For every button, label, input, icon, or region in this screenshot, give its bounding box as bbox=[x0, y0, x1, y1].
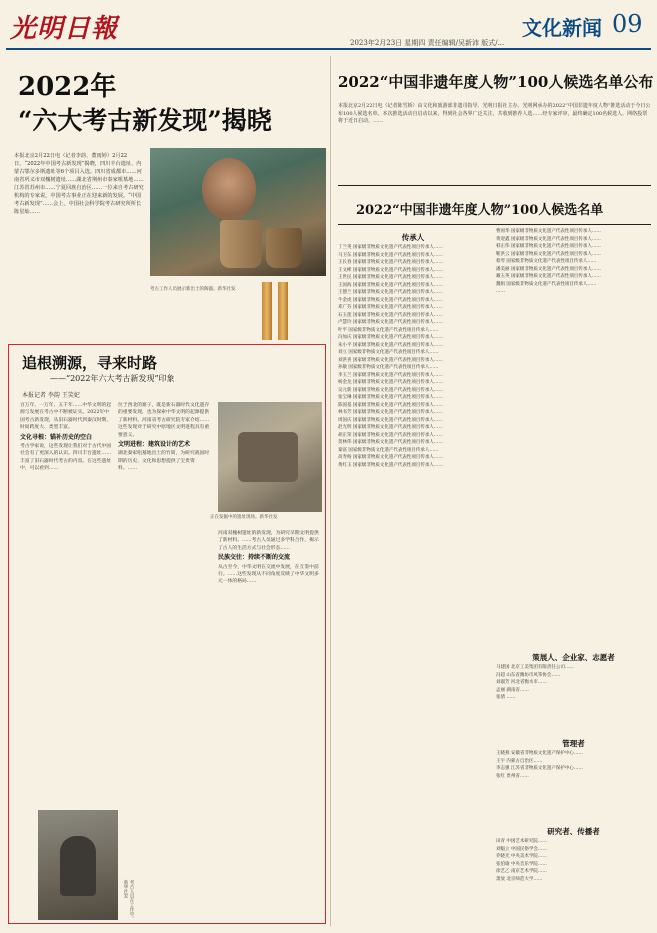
newspaper-logo: 光明日報 bbox=[10, 14, 119, 44]
candidate-list: 马建国 北京工美集团有限责任公司…… 冯超 山东省潍坊市风筝协会…… 刘淑芳 河北省衡水市…… 孟丽 湖南省…… 张倩 …… bbox=[496, 665, 574, 700]
category-heading: 传承人 bbox=[401, 233, 425, 242]
archaeologist-photo bbox=[150, 148, 326, 276]
feature-subtitle: ——“2022年六大考古新发现”印象 bbox=[50, 374, 175, 383]
feature-title: 追根溯源，寻来时路 bbox=[22, 354, 158, 372]
excavation-pit bbox=[238, 432, 298, 482]
column-divider bbox=[330, 56, 331, 926]
header-rule bbox=[6, 48, 651, 50]
feature-column-1 bbox=[20, 402, 112, 802]
feature-column-3 bbox=[218, 530, 320, 830]
date-line: 2023年2月23日 星期四 责任编辑/吴新沛 版式/... bbox=[350, 39, 505, 47]
right-headline: 2022“中国非遗年度人物”100人候选名单公布 bbox=[338, 73, 654, 91]
feature-paragraph: 考古学家说，这些发现让我们对于古代中国社会有了更深入的认识。四川丰台遗址……丰富了旧石器时代考古的内容。在这些遗址中，可以看到…… bbox=[20, 444, 112, 472]
section-title: 文化新闻 bbox=[522, 16, 602, 40]
archaeologist-work-photo bbox=[38, 810, 118, 920]
page-number: 09 bbox=[612, 10, 643, 38]
photo-caption: 考古工作人员展示新出土的陶器。新华社发 bbox=[150, 287, 236, 292]
feature-paragraph: 从古至今，中华文明在交流中发展，在互鉴中前行。……这些发现从不同角度反映了中华文明多元一体的格局…… bbox=[218, 564, 319, 585]
pottery-cup bbox=[266, 228, 302, 268]
divider bbox=[338, 185, 651, 186]
candidate-list: 曹国华 国家级非物质文化遗产代表性项目传承人…… 黄迎鑫 国家级非物质文化遗产代表性项目传承人…… 韩正伟 国家级非物质文化遗产代表性项目传承人…… 靳洪云 国家级非物质文化遗产代表性项目传承人…… 蔡琴 国家级非物质文化遗产代表性项目传承人…… 潘美丽 国家级非物质文化遗产代表性项目传承人…… 戴玉英 国家级非物质文化遗产代表性项目传承人…… 魏娟 国家级非物质文化遗产代表性项目传承人…… …… bbox=[496, 229, 601, 294]
candidate-list-title: 2022“中国非遗年度人物”100人候选名单 bbox=[356, 203, 604, 218]
feature-column-2 bbox=[118, 402, 210, 802]
divider bbox=[338, 224, 651, 225]
category-heading: 策展人、企业家、志愿者 bbox=[532, 653, 615, 662]
feature-subheading: 民族交往：持续不断的交流 bbox=[218, 554, 291, 562]
feature-paragraph: 百万年、一万年、五千年……中华文明的起源与发展在考古中不断被证实。2022年中国考古新发现，从旧石器时代到秦汉时期，时间跨度大、类型丰富。 bbox=[20, 403, 112, 431]
feature-author: 本报记者 李韵 王笑妃 bbox=[22, 392, 80, 399]
article-lead-text: 本报北京2月22日电（记者李韵、董雨婷）2月22日，“2022年中国考古新发现”揭晓，四川丰台遗址、内蒙古鄂尔多斯遗址等6个项目入选。四川省成都市……河南省巩义市双槐树遗址……湖北省荆州市秦家咀墓地……江苏省苏州市……宁夏回族自治区……一位来自考古研究机构的专家说，中国考古事业正在迎来新的发展。“中国考古新发现”……会上，中国社会科学院考古研究所所长陈星灿…… bbox=[14, 153, 144, 215]
feature-paragraph: 河南双槐树遗址的新发现，为研究早期文明提供了新材料。……考古人员通过多学科合作，揭示了古人的生活方式与社会形态…… bbox=[218, 531, 319, 551]
article-year-title: 2022年 bbox=[18, 72, 117, 102]
bamboo-slip-image bbox=[278, 282, 288, 340]
feature-paragraph: 湖北秦家咀墓地出土的竹简，为研究战国时期的历史、文化和思想提供了宝贵资料。…… bbox=[118, 451, 210, 472]
candidate-list: 丁兰英 国家级非物质文化遗产代表性项目传承人…… 马卫东 国家级非物质文化遗产代表性项目传承人…… 王长春 国家级非物质文化遗产代表性项目传承人…… 王文彬 国家级非物质文化遗产代表性项目传承人…… 王世民 国家级非物质文化遗产代表性项目传承人…… 王国海 国家级非物质文化遗产代表性项目传承人…… 王德兰 国家级非物质文化遗产代表性项目传承人…… 牛金虎 国家级非物质文化遗产代表性项目传承人…… 邓广芬 国家级非物质文化遗产代表性项目传承人…… 石玉莲 国家级非物质文化遗产代表性项目传承人…… 卢慧玲 国家级非物质文化遗产代表性项目传承人…… 叶平 国家级非物质文化遗产代表性项目传承人…… 冯加庆 国家级非物质文化遗产代表性项目传承人…… 朱小平 国家级非物质文化遗产代表性项目传承人…… 刘立 国家级非物质文化遗产代表性项目传承人…… 刘洪喜 国家级非物质文化遗产代表性项目传承人…… 孙敏 国家级非物质文化遗产代表性项目传承人…… 李玉兰 国家级非物质文化遗产代表性项目传承人…… 杨金龙 国家级非物质文化遗产代表性项目传承人…… 吴元新 国家级非物质文化遗产代表性项目传承人…… 张宝琳 国家级非物质文化遗产代表性项目传承人…… 陈国基 国家级非物质文化遗产代表性项目传承人…… 林书芳 国家级非物质文化遗产代表性项目传承人…… 周国庆 国家级非物质文化遗产代表性项目传承人…… 赵光明 国家级非物质文化遗产代表性项目传承人…… 胡正荣 国家级非物质文化遗产代表性项目传承人…… 贺林伟 国家级非物质文化遗产代表性项目传承人…… 秦富 国家级非物质文化遗产代表性项目传承人…… 高寿杨 国家级非物质文化遗产代表性项目传承人…… 黄红玉 国家级非物质文化遗产代表性项目传承人…… bbox=[338, 245, 443, 468]
pottery-cup bbox=[220, 220, 262, 268]
bamboo-slip-image bbox=[262, 282, 272, 340]
photo-caption: 考古人员在工作中。新华社发 bbox=[123, 880, 134, 921]
person-figure bbox=[60, 836, 96, 896]
photo-caption: 正在发掘中的遗址现场。新华社发 bbox=[210, 515, 278, 520]
candidate-list: 田青 中国艺术研究院…… 刘魁立 中国民俗学会…… 乔晓光 中央美术学院…… 张伯瑜 中央音乐学院…… 徐艺乙 南京艺术学院…… 萧放 北京师范大学…… bbox=[496, 839, 547, 882]
excavation-photo bbox=[218, 402, 322, 512]
category-heading: 管理者 bbox=[562, 739, 585, 748]
category-heading: 研究者、传播者 bbox=[547, 827, 600, 836]
article-main-title: “六大考古新发现”揭晓 bbox=[18, 106, 272, 135]
candidate-list: 王晓燕 安徽省非物质文化遗产保护中心…… 王宇 内蒙古自治区…… 李志强 江苏省非物质文化遗产保护中心…… 张红 贵州省…… bbox=[496, 751, 583, 779]
person-face bbox=[202, 158, 256, 220]
right-article-text: 本报北京2月22日电（记者陈雪娇）由文化和旅游部非遗司指导、光明日报社主办、光明网承办的2022“中国非遗年度人物”推选活动于今日公布100人候选名单。本次推选活动自启动以来，得到社会各界广泛关注，共收到推荐人选……经专家评审，最终确定100名候选人。网络投票将于近日启动。…… bbox=[338, 103, 651, 125]
feature-paragraph: 位于西北的寨子，既是新石器时代文化遗存的重要发现，也为探索中华文明的起源提供了新材料。河南省考古研究院专家介绍……这些发现对于研究中原地区文明进程具有重要意义。 bbox=[118, 403, 210, 438]
feature-subheading: 文明进程：建筑设计的艺术 bbox=[118, 441, 191, 449]
feature-subheading: 文化寻根：锚补历史的空白 bbox=[20, 433, 93, 441]
